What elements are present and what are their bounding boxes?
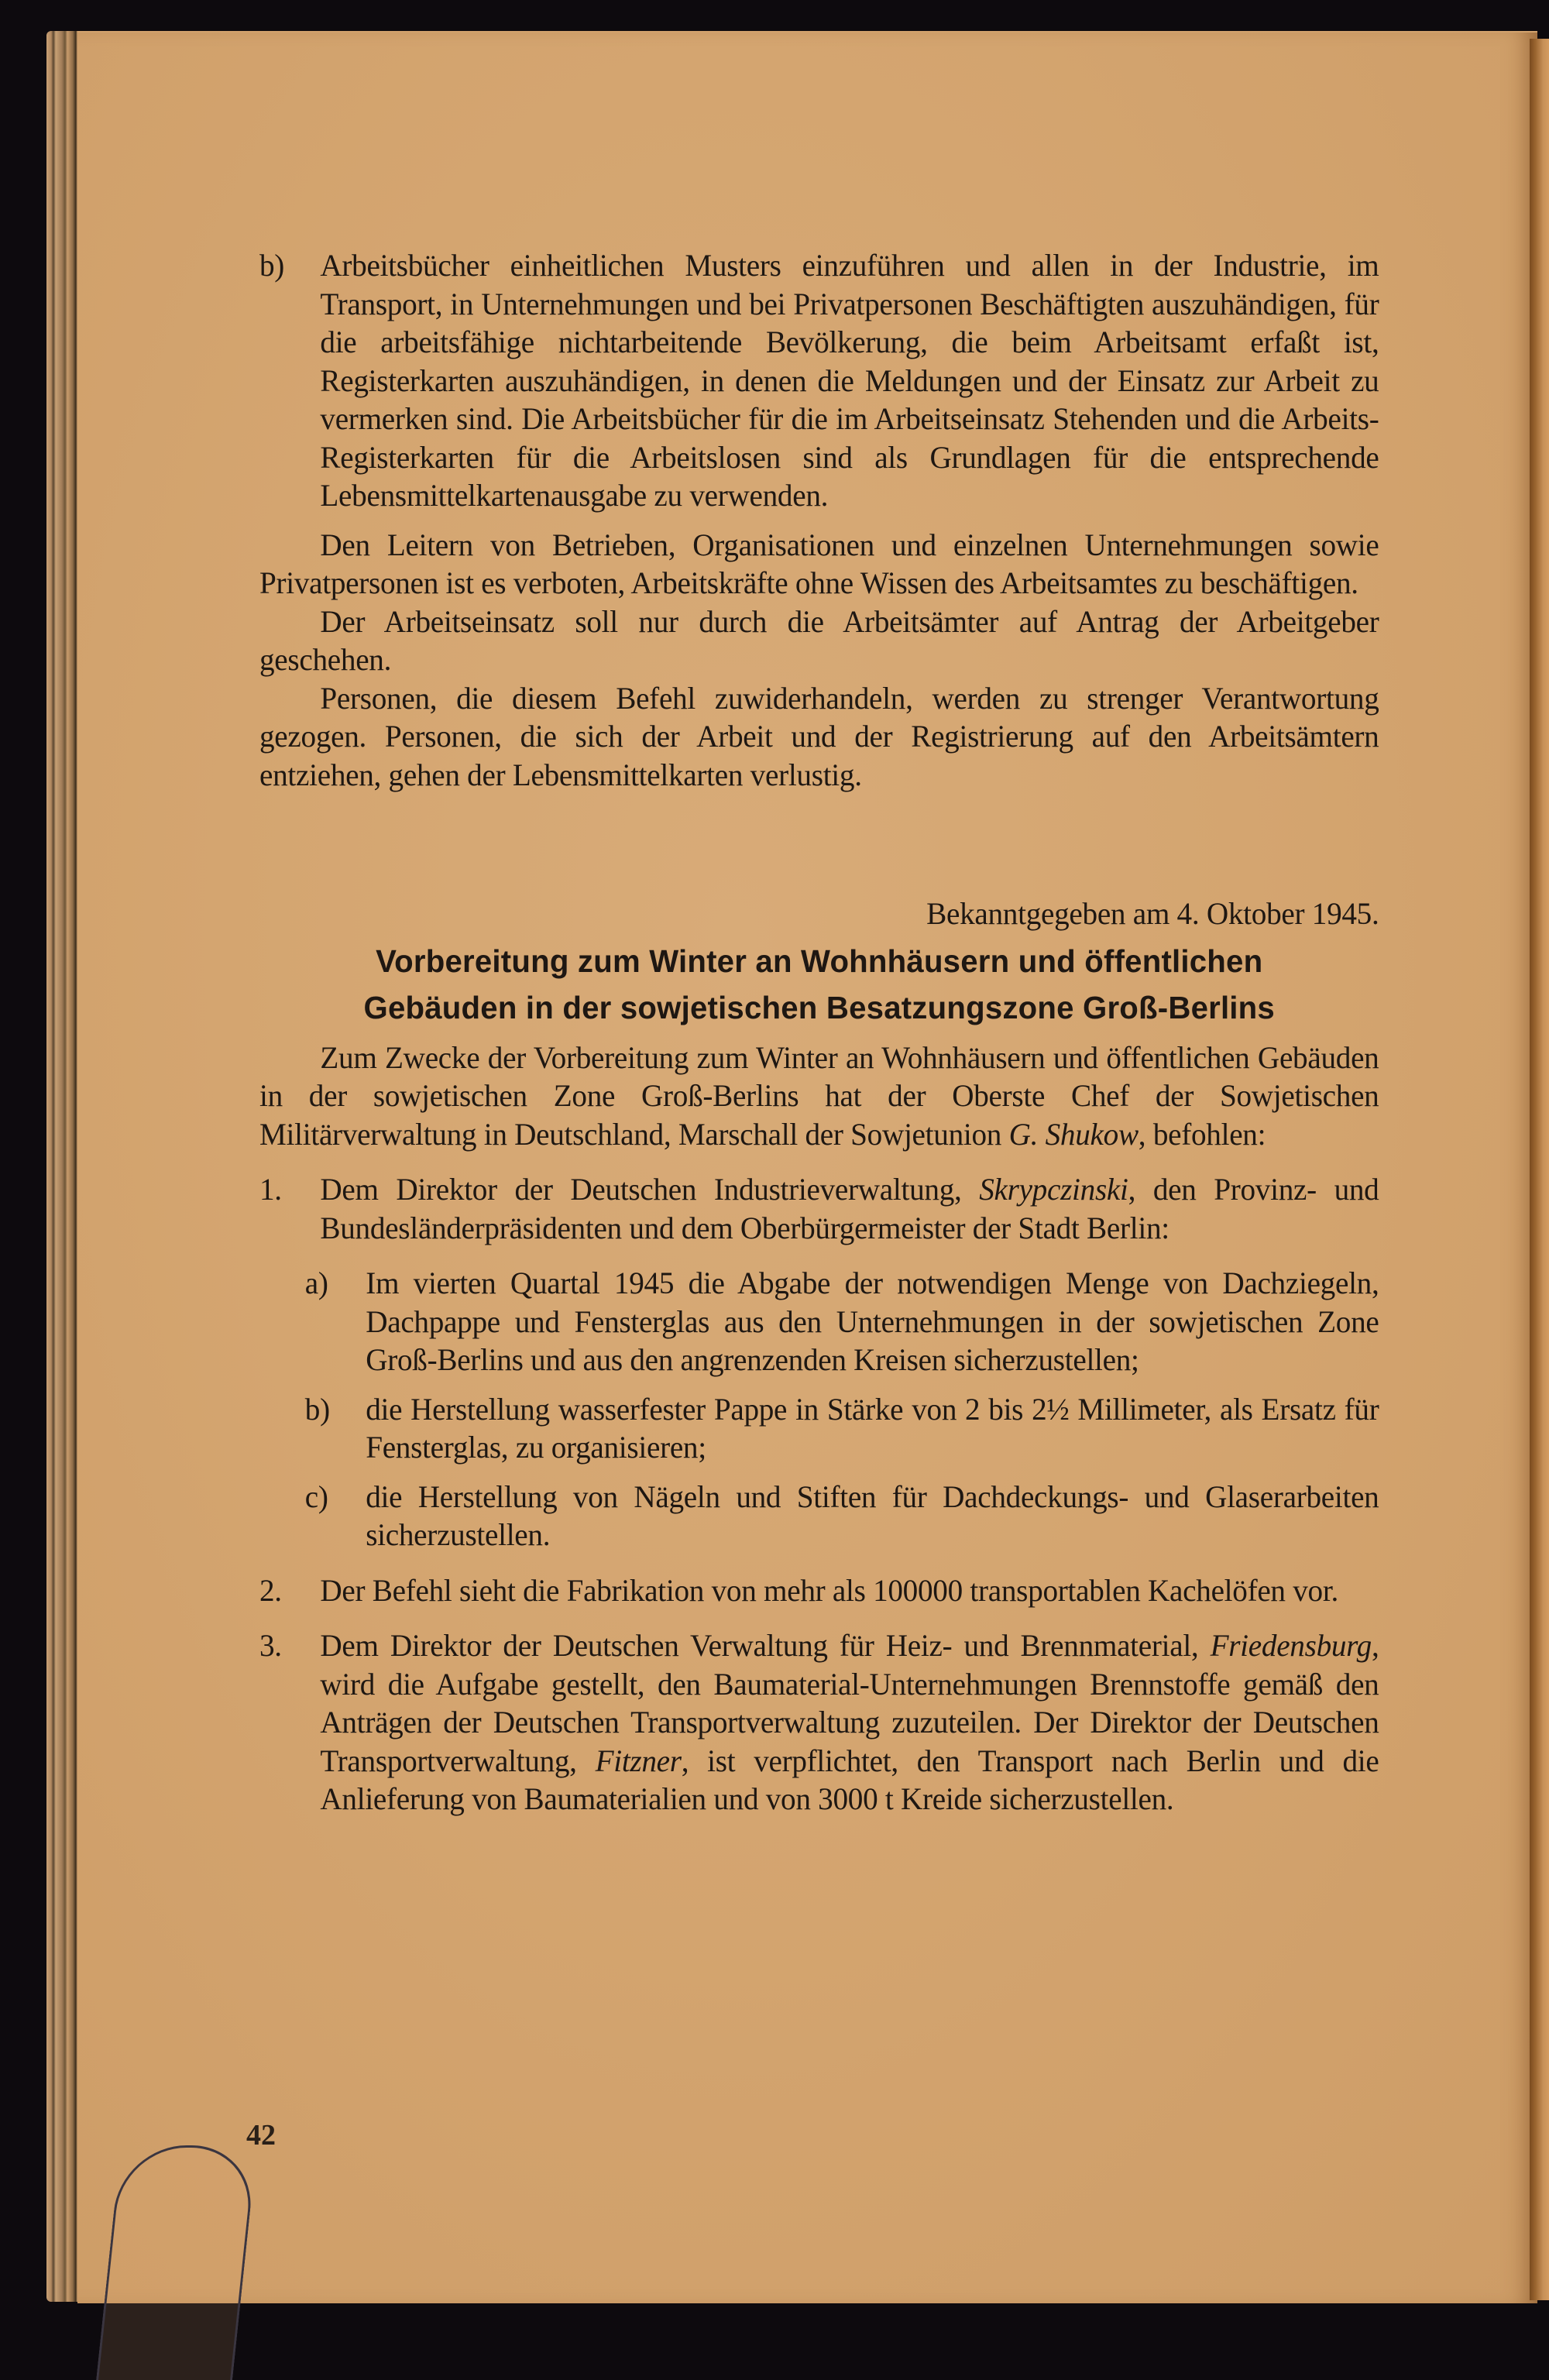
page-fold-shadow xyxy=(1530,39,1549,2300)
intro-text-end: , befohlen: xyxy=(1138,1116,1266,1152)
list-subitem-b xyxy=(305,1390,1379,1467)
person-name-friedensburg: Friedensburg xyxy=(1210,1628,1372,1663)
list-item-text: die Herstellung von Nägeln und Stiften für Dachdeckungs- und Glaserarbeiten sicherzustellen. xyxy=(366,1478,1379,1552)
list-item-text-end: , den Provinz- und Bundesländerpräsidenten und dem Oberbürgermeister der Stadt Berlin: xyxy=(320,1172,1379,1245)
heading-line-2: Gebäuden in der sowjetischen Besatzungszone Groß-Berlins xyxy=(363,989,1275,1025)
section-heading xyxy=(259,938,1379,1031)
list-subitem-c xyxy=(305,1478,1379,1554)
paragraph-arbeitseinsatz: Der Arbeitseinsatz soll nur durch die Arbeitsämter auf Antrag der Arbeitgeber geschehen. xyxy=(259,603,1379,677)
page-number: 42 xyxy=(246,2119,276,2152)
list-item-text: Dem Direktor der Deutschen Industrieverwaltung, xyxy=(320,1172,980,1207)
announcement-date: Bekanntgegeben am 4. Oktober 1945. xyxy=(926,896,1379,931)
list-item-b-arbeitsbuecher xyxy=(259,246,1379,515)
list-marker: 3. xyxy=(259,1628,282,1663)
list-marker: 1. xyxy=(259,1172,282,1207)
list-marker: 2. xyxy=(259,1572,282,1608)
list-marker: c) xyxy=(304,1478,328,1514)
list-marker: b) xyxy=(304,1391,330,1427)
paragraph-personen: Personen, die diesem Befehl zuwiderhandeln, werden zu strenger Verantwortung gezogen. Personen, die sich der Arbeit und der Registrierung auf den Arbeitsämtern entziehen, gehen der Lebensmittelkarten verlustig. xyxy=(259,680,1379,792)
person-name-shukow: G. Shukow xyxy=(1008,1116,1139,1152)
list-item-text: Arbeitsbücher einheitlichen Musters einzuführen und allen in der Industrie, im Transport, in Unternehmungen und bei Privatpersonen Beschäftigten auszuhändigen, für die arbeitsfähige nichtarbeitende Bevölkerung, die beim Arbeitsamt erfaßt ist, Registerkarten auszuhändigen, in denen die Meldungen und der Einsatz zur Arbeit zu vermerken sind. Die Arbeitsbücher für die im Arbeitseinsatz Stehenden und die Arbeits-Registerkarten für die Arbeitslosen sind als Grundlagen für die entsprechende Lebensmittelkartenausgabe zu verwenden. xyxy=(320,248,1379,513)
list-item-text-middle: , wird die Aufgabe gestellt, den Baumaterial-Unternehmungen Brennstoffe gemäß den Anträgen der Deutschen Transportverwaltung zuzuteilen. Der Direktor der Deutschen Transportverwaltung, xyxy=(320,1628,1379,1778)
list-item-text: Dem Direktor der Deutschen Verwaltung für Heiz- und Brennmaterial, xyxy=(320,1628,1211,1663)
person-name-fitzner: Fitzner xyxy=(595,1743,682,1778)
list-subitem-a xyxy=(305,1264,1379,1379)
list-item-3 xyxy=(259,1626,1379,1818)
list-item-text: Der Befehl sieht die Fabrikation von mehr als 100000 transportablen Kachelöfen vor. xyxy=(320,1572,1338,1608)
person-name-skrypczinski: Skrypczinski xyxy=(979,1172,1128,1207)
list-item-1 xyxy=(259,1170,1379,1247)
page-body xyxy=(259,246,1379,1818)
intro-text: Zum Zwecke der Vorbereitung zum Winter an Wohnhäusern und öffentlichen Gebäuden in der sowjetischen Zone Groß-Berlins hat der Oberste Chef der Sowjetischen Militärverwaltung in Deutschland, Marschall der Sowjetunion xyxy=(259,1039,1379,1152)
intro-paragraph xyxy=(259,1039,1379,1154)
list-item-text-end: , ist verpflichtet, den Transport nach Berlin und die Anlieferung von Baumaterialien und von 3000 t Kreide sicherzustellen. xyxy=(320,1743,1379,1816)
list-item-2 xyxy=(259,1571,1379,1610)
list-item-text: die Herstellung wasserfester Pappe in Stärke von 2 bis 2½ Millimeter, als Ersatz für Fensterglas, zu organisieren; xyxy=(366,1391,1379,1465)
heading-line-1: Vorbereitung zum Winter an Wohnhäusern und öffentlichen xyxy=(376,943,1263,979)
paragraph-leiter: Den Leitern von Betrieben, Organisationen und einzelnen Unternehmungen sowie Privatpersonen ist es verboten, Arbeitskräfte ohne Wissen des Arbeitsamtes zu beschäftigen. xyxy=(259,527,1379,600)
list-marker: b) xyxy=(259,248,285,283)
list-item-text: Im vierten Quartal 1945 die Abgabe der notwendigen Menge von Dachziegeln, Dachpappe und Fensterglas aus den Unternehmungen in der sowjetischen Zone Groß-Berlins und aus den angrenzenden Kreisen sicherzustellen; xyxy=(366,1266,1379,1377)
list-marker: a) xyxy=(304,1266,328,1300)
